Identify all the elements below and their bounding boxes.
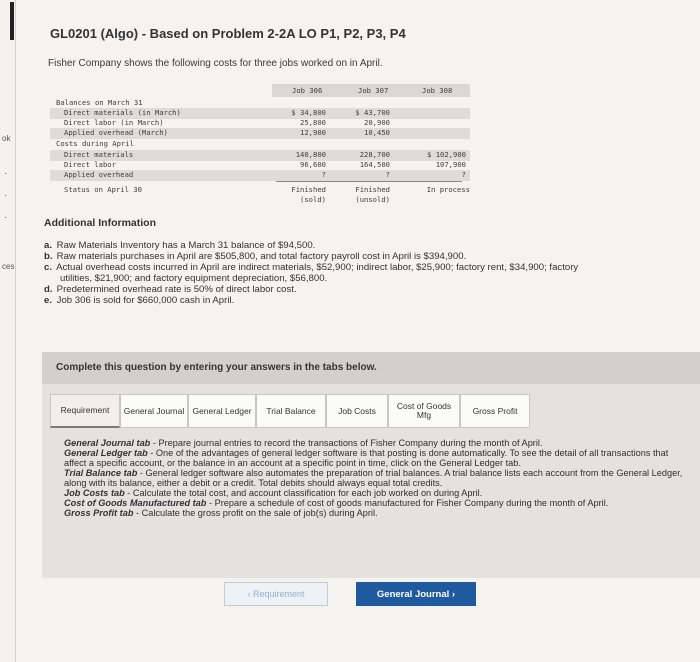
cell: 20,900 <box>364 118 390 127</box>
tab-job-costs[interactable]: Job Costs <box>326 394 388 428</box>
desc-item <box>64 488 684 498</box>
item-text: Raw Materials Inventory has a March 31 balance of $94,500. <box>56 240 316 251</box>
desc-bold: Trial Balance tab <box>64 468 138 478</box>
sidebar-fragment-ces[interactable]: ces <box>2 262 15 271</box>
cell: $ 34,800 <box>291 108 326 117</box>
section-label: Balances on March 31 <box>56 98 143 107</box>
list-item <box>44 262 694 273</box>
desc-bold: Job Costs tab <box>64 488 125 498</box>
next-general-journal-button[interactable] <box>356 582 476 606</box>
question-page <box>16 0 700 662</box>
total-rule <box>276 181 462 182</box>
desc-text: - General ledger software also automates the preparation of trial balances. A trial balance lists each account from the General Ledger, along with its balance, either a debit or a credit. Total debits should always equal total credits. <box>64 468 683 488</box>
desc-text: - Calculate the gross profit on the sale of job(s) during April. <box>133 508 378 518</box>
additional-info-list <box>44 240 694 306</box>
table-row <box>50 128 470 139</box>
tab-gross-profit[interactable]: Gross Profit <box>460 394 530 428</box>
item-text: utilities, $21,900; and factory equipment depreciation, $56,800. <box>60 273 328 284</box>
cell: 10,450 <box>364 128 390 137</box>
section-label: Costs during April <box>56 139 134 148</box>
tab-bar <box>50 394 698 430</box>
sidebar-tick: · <box>4 190 8 201</box>
prev-requirement-button[interactable] <box>224 582 328 606</box>
list-item <box>44 273 694 284</box>
list-item <box>44 240 694 251</box>
prev-label: Requirement <box>252 589 305 599</box>
row-label: Status on April 30 <box>64 185 142 194</box>
cell: $ 102,900 <box>427 150 466 159</box>
row-label: Applied overhead (March) <box>64 128 168 137</box>
left-sidebar-strip <box>0 0 16 662</box>
tab-trial-balance[interactable]: Trial Balance <box>256 394 326 428</box>
desc-text: - One of the advantages of general ledger software is that posting is done automatically. To see the detail of all transactions that affect a specific account, or the balance in an account at a specific point in time, click on the General Ledger tab. <box>64 448 669 468</box>
cell: 107,900 <box>435 160 466 169</box>
item-text: Predetermined overhead rate is 50% of direct labor cost. <box>56 284 297 295</box>
cell: 25,800 <box>300 118 326 127</box>
desc-item <box>64 508 684 518</box>
desc-bold: Gross Profit tab <box>64 508 134 518</box>
cell: 140,800 <box>295 150 326 159</box>
cell: Finished <box>291 185 326 194</box>
col-job-307: Job 307 <box>358 86 389 95</box>
row-label: Direct materials (in March) <box>64 108 181 117</box>
item-letter: b. <box>44 251 53 262</box>
list-item <box>44 295 694 306</box>
item-text: Raw materials purchases in April are $505,800, and total factory payroll cost in April is $394,900. <box>56 251 467 262</box>
row-label: Direct labor <box>64 160 116 169</box>
tab-general-ledger[interactable]: General Ledger <box>188 394 256 428</box>
panel-heading <box>42 352 700 384</box>
cell: 164,500 <box>359 160 390 169</box>
desc-item <box>64 498 684 508</box>
table-row <box>50 195 470 206</box>
table-row <box>50 170 470 181</box>
chevron-right-icon: › <box>449 588 456 600</box>
tab-cost-of-goods-mfg[interactable]: Cost of Goods Mfg <box>388 394 460 428</box>
sidebar-marker <box>10 2 14 40</box>
item-letter: e. <box>44 295 53 306</box>
sidebar-fragment-ok[interactable]: ok <box>2 134 11 143</box>
next-label: General Journal <box>376 588 450 600</box>
cell: 228,700 <box>359 150 390 159</box>
answer-panel <box>42 352 700 578</box>
cell: ? <box>385 170 390 179</box>
cell: ? <box>461 170 466 179</box>
desc-item <box>64 448 684 468</box>
item-letter: c. <box>44 262 53 273</box>
tab-requirement[interactable]: Requirement <box>50 394 120 428</box>
panel-heading-text: Complete this question by entering your answers in the tabs below. <box>56 362 377 373</box>
sidebar-tick: · <box>4 212 8 223</box>
table-row <box>50 139 470 150</box>
tab-descriptions <box>64 438 684 518</box>
desc-text: - Prepare journal entries to record the transactions of Fisher Company during the month of April. <box>150 438 543 448</box>
item-letter: a. <box>44 240 53 251</box>
row-label: Direct materials <box>64 150 134 159</box>
list-item <box>44 251 694 262</box>
desc-bold: General Journal tab <box>64 438 151 448</box>
col-job-308: Job 308 <box>422 86 453 95</box>
row-label: Applied overhead <box>64 170 134 179</box>
desc-bold: General Ledger tab <box>64 448 148 458</box>
cell: (unsold) <box>355 195 390 204</box>
desc-bold: Cost of Goods Manufactured tab <box>64 498 207 508</box>
cell: In process <box>426 185 470 194</box>
item-text: Actual overhead costs incurred in April are indirect materials, $52,900; indirect labor, $25,900; factory rent, $34,900; factory <box>56 262 579 273</box>
cell: 96,600 <box>300 160 326 169</box>
desc-text: - Prepare a schedule of cost of goods manufactured for Fisher Company during the month of April. <box>206 498 609 508</box>
col-job-306: Job 306 <box>292 86 323 95</box>
cell: ? <box>321 170 326 179</box>
cell: Finished <box>355 185 390 194</box>
list-item <box>44 284 694 295</box>
cell: 12,900 <box>300 128 326 137</box>
additional-info-title: Additional Information <box>44 217 156 229</box>
question-intro: Fisher Company shows the following costs for three jobs worked on in April. <box>48 58 383 69</box>
row-label: Direct labor (in March) <box>64 118 164 127</box>
cell: (sold) <box>300 195 326 204</box>
cost-table-header <box>272 84 470 97</box>
desc-item <box>64 438 684 448</box>
item-letter: d. <box>44 284 53 295</box>
desc-item <box>64 468 684 488</box>
question-title: GL0201 (Algo) - Based on Problem 2-2A LO P1, P2, P3, P4 <box>50 26 406 41</box>
tab-general-journal[interactable]: General Journal <box>120 394 188 428</box>
desc-text: - Calculate the total cost, and account classification for each job worked on during April. <box>124 488 483 498</box>
item-text: Job 306 is sold for $660,000 cash in April. <box>56 295 235 306</box>
chevron-left-icon: ‹ <box>247 589 253 599</box>
sidebar-tick: · <box>4 168 8 179</box>
cell: $ 43,700 <box>355 108 390 117</box>
